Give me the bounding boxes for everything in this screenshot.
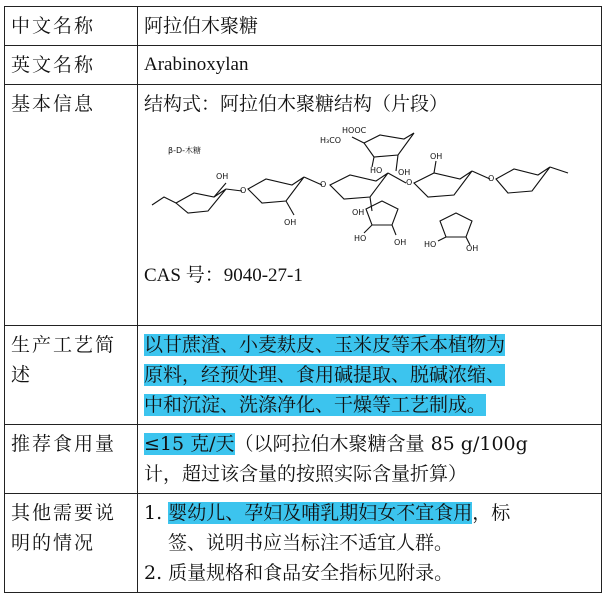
value-process (138, 326, 602, 425)
label-o-2: O (320, 180, 327, 189)
label-oh-2: OH (216, 172, 229, 181)
label-process (5, 326, 138, 425)
other-item2: 2. 质量规格和食品安全指标见附录。 (144, 562, 454, 584)
structure-caption: 结构式：阿拉伯木聚糖结构（片段） (144, 93, 449, 115)
cas-number: CAS 号：9040-27-1 (144, 265, 303, 286)
spec-table (4, 6, 602, 593)
structure-diagram (144, 123, 584, 253)
label-basic-info: 基本信息 (5, 85, 138, 326)
other-item1-prefix: 1. (144, 502, 163, 524)
other-item1-rest: ，标 (472, 502, 511, 524)
row-chinese-name (5, 7, 602, 46)
value-intake (138, 425, 602, 494)
label-hooc: HOOC (342, 126, 367, 135)
label-other-line1: 其他需要说 (11, 502, 117, 524)
label-h3co: H₃CO (320, 136, 342, 145)
process-line2: 原料，经预处理、食用碱提取、脱碱浓缩、 (144, 364, 506, 386)
label-oh-5: OH (430, 152, 443, 161)
label-ho-1: HO (370, 166, 383, 175)
row-english-name (5, 46, 602, 85)
intake-line2: 计，超过该含量的按照实际含量折算） (144, 463, 468, 485)
intake-rest-line1: （以阿拉伯木聚糖含量 85 g/100g (234, 433, 528, 455)
label-ho-2: HO (354, 234, 367, 243)
process-line1: 以甘蔗渣、小麦麸皮、玉米皮等禾本植物为 (144, 334, 506, 356)
label-beta-xylose: β-D-木糖 (168, 146, 202, 155)
label-oh-1: OH (398, 168, 411, 177)
value-chinese-name: 阿拉伯木聚糖 (138, 7, 602, 46)
label-chinese-name: 中文名称 (5, 7, 138, 46)
value-english-name: Arabinoxylan (138, 46, 602, 85)
row-other (5, 494, 602, 593)
value-basic-info (138, 85, 602, 326)
label-other-line2: 明的情况 (11, 532, 96, 554)
label-other (5, 494, 138, 593)
other-item1-highlight: 婴幼儿、孕妇及哺乳期妇女不宜食用 (168, 502, 473, 524)
label-ho-3: HO (424, 240, 437, 249)
row-basic-info (5, 85, 602, 326)
intake-highlight: ≤15 克/天 (144, 433, 235, 455)
value-other (138, 494, 602, 593)
row-process (5, 326, 602, 425)
label-english-name: 英文名称 (5, 46, 138, 85)
label-o-1: O (240, 186, 247, 195)
label-o-4: O (488, 174, 495, 183)
label-oh-7: OH (466, 244, 479, 253)
label-o-3: O (406, 178, 413, 187)
row-intake (5, 425, 602, 494)
arabinoxylan-structure-drawing (144, 123, 584, 253)
label-oh-3: OH (284, 218, 297, 227)
label-process-line2: 述 (11, 364, 33, 386)
process-line3: 中和沉淀、洗涤净化、干燥等工艺制成。 (144, 394, 487, 416)
label-oh-4: OH (352, 208, 365, 217)
other-item1-line2: 签、说明书应当标注不适宜人群。 (168, 532, 454, 554)
label-process-line1: 生产工艺简 (11, 334, 117, 356)
label-oh-6: OH (394, 238, 407, 247)
label-intake: 推荐食用量 (5, 425, 138, 494)
